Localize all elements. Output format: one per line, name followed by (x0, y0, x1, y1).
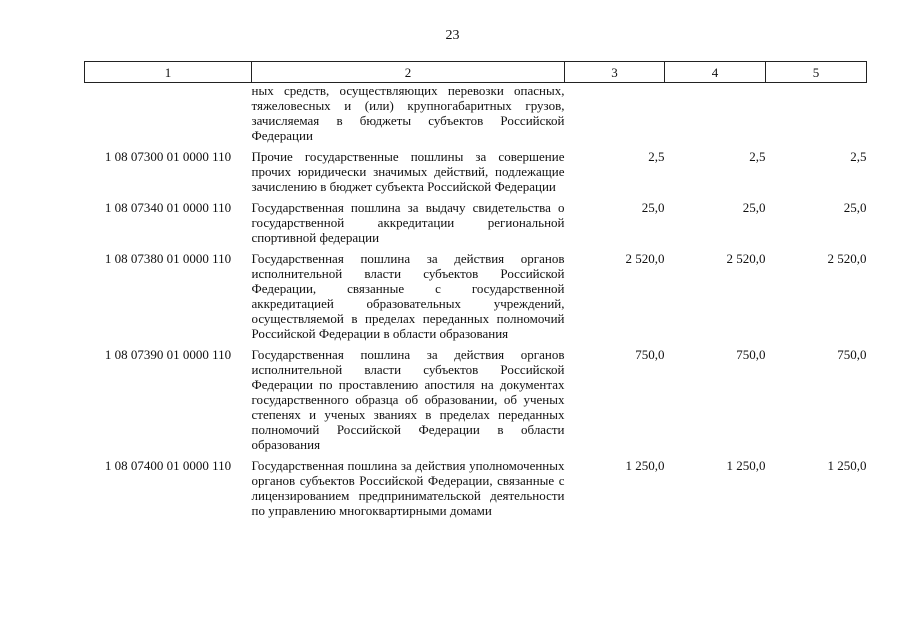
row-value-3: 750,0 (635, 347, 665, 362)
row-value-5: 750,0 (837, 347, 867, 362)
header-col-1: 1 (85, 62, 252, 83)
row-description: Государственная пошлина за действия органов исполнительной власти субъектов Российской Федерации по проставлению апостиля на документах государственного образца об образовании, об ученых степенях и ученых званиях в пределах переданных полномочий Российской Федерации в области образования (251, 347, 565, 452)
row-description: ных средств, осуществляющих перевозки опасных, тяжеловесных и (или) крупногабаритных грузов, зачисляемая в бюджеты субъектов Российской Федерации (251, 83, 565, 143)
row-code: 1 08 07380 01 0000 110 (104, 251, 232, 266)
row-code: 1 08 07340 01 0000 110 (104, 200, 232, 215)
row-value-5: 1 250,0 (827, 458, 867, 473)
row-value-5 (766, 83, 867, 150)
row-value-4: 25,0 (742, 200, 766, 215)
row-value-3: 2 520,0 (625, 251, 665, 266)
table-row (85, 200, 867, 251)
row-code: 1 08 07400 01 0000 110 (104, 458, 232, 473)
header-col-4: 4 (665, 62, 766, 83)
row-value-3: 25,0 (641, 200, 665, 215)
row-code (85, 83, 252, 150)
continuation-row (85, 83, 867, 150)
row-description: Государственная пошлина за действия уполномоченных органов субъектов Российской Федерации, связанные с лицензированием предпринимательской деятельности по управлению многоквартирными домами (251, 458, 565, 518)
header-col-5: 5 (766, 62, 867, 83)
row-value-3: 2,5 (648, 149, 665, 164)
header-row (85, 62, 867, 83)
table-row (85, 347, 867, 458)
page-number: 23 (445, 28, 460, 43)
row-code: 1 08 07300 01 0000 110 (104, 149, 232, 164)
header-col-2: 2 (252, 62, 565, 83)
row-value-4: 1 250,0 (726, 458, 766, 473)
row-value-3: 1 250,0 (625, 458, 665, 473)
row-value-4: 2 520,0 (726, 251, 766, 266)
header-col-3: 3 (565, 62, 665, 83)
row-description: Государственная пошлина за действия органов исполнительной власти субъектов Российской Федерации, связанные с государственной аккредитацией образовательных учреждений, осуществляемой в пределах переданных полномочий Российской Федерации в области образования (251, 251, 565, 341)
row-value-5: 2,5 (850, 149, 867, 164)
budget-table (84, 61, 867, 524)
table-row (85, 458, 867, 524)
row-code: 1 08 07390 01 0000 110 (104, 347, 232, 362)
row-value-5: 2 520,0 (827, 251, 867, 266)
table-row (85, 251, 867, 347)
row-value-4: 2,5 (749, 149, 766, 164)
table-row (85, 149, 867, 200)
row-description: Государственная пошлина за выдачу свидетельства о государственной аккредитации региональной спортивной федерации (251, 200, 565, 245)
row-value-5: 25,0 (843, 200, 867, 215)
row-value-4: 750,0 (736, 347, 766, 362)
row-value-3 (565, 83, 665, 150)
row-value-4 (665, 83, 766, 150)
row-description: Прочие государственные пошлины за совершение прочих юридически значимых действий, подлежащие зачислению в бюджет субъекта Российской Федерации (251, 149, 565, 194)
